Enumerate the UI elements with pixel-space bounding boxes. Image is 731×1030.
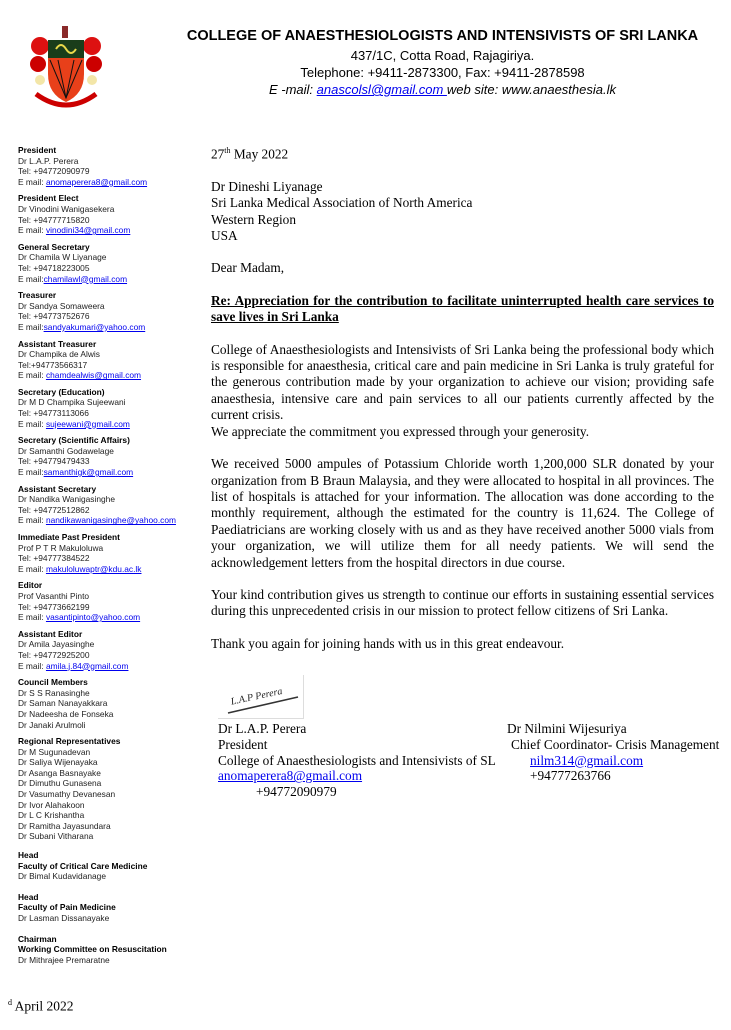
signatory-org: College of Anaesthesiologists and Intensivists of SL	[218, 752, 496, 768]
council-member-detail: Dr Saman Nanayakkara	[18, 698, 108, 709]
signatory-coordinator	[507, 721, 719, 784]
signatory-title: Chief Coordinator- Crisis Management	[511, 736, 720, 752]
council-section	[18, 193, 203, 235]
council-member-detail: Dr Saliya Wijenayaka	[18, 757, 98, 768]
council-member-detail: Tel: +94777715820	[18, 214, 90, 225]
recipient-name: Dr Dineshi Liyanage	[211, 178, 323, 194]
council-member-detail: Tel: +94772512862	[18, 504, 90, 515]
org-website: web site: www.anaesthesia.lk	[446, 82, 616, 97]
council-member-name: Prof Vasanthi Pinto	[18, 590, 90, 601]
council-email-link[interactable]: chamilawl@gmail.com	[43, 273, 128, 284]
council-email-row	[18, 177, 203, 188]
council-email-row	[18, 370, 203, 381]
letter-body	[211, 143, 714, 652]
email-label: E mail:	[18, 612, 46, 623]
council-role: Secretary (Education)	[18, 386, 105, 397]
council-role: Council Members	[18, 677, 88, 688]
council-section	[18, 629, 203, 671]
council-role: Editor	[18, 580, 43, 591]
signatory-president	[218, 721, 496, 800]
college-crest-logo	[28, 24, 104, 114]
council-email-row	[18, 661, 203, 672]
signatory-email-link[interactable]: nilm314@gmail.com	[530, 752, 644, 768]
council-member-name: Dr Amila Jayasinghe	[18, 639, 95, 650]
council-member-detail: Dr Dimuthu Gunasena	[18, 778, 102, 789]
council-member-detail: Tel: +94773752676	[18, 311, 90, 322]
council-email-row	[18, 419, 203, 430]
council-email-row	[18, 612, 203, 623]
signatory-name: Dr Nilmini Wijesuriya	[507, 721, 627, 736]
council-member-detail: Tel:+94773566317	[18, 359, 88, 370]
council-member-detail: Tel: +94777384522	[18, 553, 90, 564]
signatory-title: President	[218, 736, 268, 752]
council-member-name: Dr Nandika Wanigasinghe	[18, 494, 115, 505]
email-label: E mail:	[18, 225, 46, 236]
council-member-detail: Dr Janaki Arulmoli	[18, 719, 86, 730]
email-label: E mail:	[18, 321, 44, 332]
council-email-row	[18, 467, 203, 478]
handwritten-signature	[218, 675, 304, 719]
org-title: COLLEGE OF ANAESTHESIOLOGISTS AND INTENSIVISTS OF SRI LANKA	[186, 28, 699, 44]
council-section	[18, 484, 203, 526]
council-member-name: Dr M D Champika Sujeewani	[18, 397, 126, 408]
council-member-name: Dr Bimal Kudavidanage	[18, 871, 106, 882]
paragraph: We received 5000 ampules of Potassium Chloride worth 1,200,000 SLR donated by your organization from B Braun Malaysia, and they were allocated to hospital in all provinces. The list of hospitals is attached for your information. The allocation was done according to the monthly requirement, although the estimated for the country is 11,624. The College of Paediatricians are working closely with us and as they have received another 5000 vials from your organization, we will utilize them for all needy patients. We will send the acknowledgement letters from the hospital directors in due course.	[211, 456, 714, 570]
council-section	[18, 580, 203, 622]
council-email-row	[18, 515, 203, 526]
council-email-link[interactable]: samanthigk@gmail.com	[43, 467, 134, 478]
signatory-email-link[interactable]: anomaperera8@gmail.com	[218, 768, 363, 784]
council-member-detail: Dr L C Krishantha	[18, 810, 85, 821]
org-email-link[interactable]: anascolsl@gmail.com	[316, 82, 447, 97]
council-role: Head	[18, 891, 39, 902]
council-email-link[interactable]: anomaperera8@gmail.com	[45, 176, 148, 187]
council-member-name: Dr S S Ranasinghe	[18, 687, 90, 698]
org-address: 437/1C, Cotta Road, Rajagiriya.	[350, 48, 535, 63]
council-member-detail: Tel: +94779479433	[18, 456, 90, 467]
council-member-name: Dr Lasman Dissanayake	[18, 913, 110, 923]
council-section	[18, 242, 203, 284]
email-label: E mail:	[18, 176, 46, 187]
council-role: Faculty of Pain Medicine	[18, 902, 116, 913]
email-label: E mail:	[18, 563, 46, 574]
council-member-name: Dr Samanthi Godawelage	[18, 445, 114, 456]
svg-text:L.A.P Perera: L.A.P Perera	[229, 685, 284, 708]
council-section	[18, 850, 203, 882]
council-email-link[interactable]: vasantipinto@yahoo.com	[45, 612, 141, 623]
council-role: Head	[18, 850, 39, 861]
council-section	[18, 387, 203, 429]
recipient-org: Sri Lanka Medical Association of North America	[211, 195, 473, 211]
council-email-row	[18, 322, 203, 333]
signatory-phone: +94772090979	[256, 784, 337, 800]
org-phone: Telephone: +9411-2873300, Fax: +9411-2878598	[300, 65, 585, 80]
council-member-name: Dr Mithrajee Premaratne	[18, 954, 110, 965]
footer-date: $^d$ April 2022	[8, 998, 74, 1014]
council-member-detail: Dr Asanga Basnayake	[18, 767, 101, 778]
recipient-region: Western Region	[211, 211, 296, 227]
council-member-detail: Dr Ivor Alahakoon	[18, 799, 85, 810]
council-role: Secretary (Scientific Affairs)	[18, 435, 130, 446]
council-email-row	[18, 564, 203, 575]
council-role: General Secretary	[18, 241, 90, 252]
council-member-detail: Tel: +94773113066	[18, 408, 89, 419]
council-member-name: Dr Champika de Alwis	[18, 349, 100, 360]
paragraph: Your kind contribution gives us strength to continue our efforts in sustaining essential services during this unprecedented crisis in our mission to protect fellow citizens of Sri Lanka.	[211, 586, 714, 619]
letter-subject: Re: Appreciation for the contribution to facilitate uninterrupted health care services to save lives in Sri Lanka	[211, 292, 714, 325]
salutation: Dear Madam,	[211, 260, 285, 276]
letter-date: 27th May 2022	[211, 146, 289, 162]
council-sidebar	[18, 145, 203, 975]
council-section	[18, 145, 203, 187]
council-member-detail: Dr Nadeesha de Fonseka	[18, 708, 114, 719]
letterhead	[175, 28, 710, 98]
council-email-row	[18, 225, 203, 236]
council-section	[18, 934, 203, 966]
council-section	[18, 892, 203, 924]
council-member-detail: Tel: +94773662199	[18, 601, 90, 612]
council-role: Immediate Past President	[18, 532, 120, 542]
council-role: Regional Representatives	[18, 736, 121, 747]
council-email-row	[18, 274, 203, 285]
email-label: E mail:	[18, 467, 44, 478]
email-label: E mail:	[18, 515, 46, 526]
email-label: E mail:	[18, 370, 46, 381]
email-label: E mail:	[18, 418, 46, 429]
council-email-link[interactable]: sujeewani@gmail.com	[45, 418, 130, 429]
council-member-detail: Dr Vasumathy Devanesan	[18, 789, 116, 800]
council-email-link[interactable]: chamdealwis@gmail.com	[45, 370, 142, 381]
council-role: Working Committee on Resuscitation	[18, 944, 167, 955]
council-role: President	[18, 145, 57, 155]
council-member-name: Dr Chamila W Liyanage	[18, 252, 107, 263]
council-role: Assistant Secretary	[18, 483, 97, 494]
council-section	[18, 736, 203, 842]
council-section	[18, 435, 203, 477]
council-member-name: Dr M Sugunadevan	[18, 746, 91, 757]
recipient-block	[211, 179, 714, 245]
recipient-country: USA	[211, 228, 238, 244]
council-email-link[interactable]: makuloluwaptr@kdu.ac.lk	[45, 563, 142, 574]
council-member-name: Dr Vinodini Wanigasekera	[18, 203, 115, 214]
council-email-link[interactable]: sandyakumari@yahoo.com	[43, 321, 146, 332]
email-label: E mail:	[18, 273, 44, 284]
council-member-detail: Dr Subani Vitharana	[18, 831, 94, 842]
council-section	[18, 290, 203, 332]
council-role: Assistant Treasurer	[18, 338, 97, 349]
council-member-detail: Tel: +94772925200	[18, 649, 90, 660]
council-section	[18, 532, 203, 574]
paragraph: College of Anaesthesiologists and Intensivists of Sri Lanka being the professional body which is responsible for anaesthesia, critical care and pain medicine in Sri Lanka is truly grateful for the generous contribution made by your organization to achieve our vision; providing safe anaesthesia, intensive care and pain services to all our patients currently affected by the current crisis.	[211, 341, 714, 423]
council-member-detail: Tel: +94772090979	[18, 166, 90, 177]
council-section	[18, 677, 203, 730]
email-label: E mail:	[18, 660, 46, 671]
council-email-link[interactable]: vinodini34@gmail.com	[45, 225, 131, 236]
council-member-name: Prof P T R Makuloluwa	[18, 542, 104, 553]
council-section	[18, 339, 203, 381]
council-role: Chairman	[18, 933, 57, 944]
council-email-link[interactable]: nandikawanigasinghe@yahoo.com	[45, 515, 176, 526]
council-role: Treasurer	[18, 290, 57, 301]
council-member-detail: Tel: +94718223005	[18, 262, 90, 273]
council-member-name: Dr L.A.P. Perera	[18, 155, 79, 166]
council-role: Assistant Editor	[18, 628, 83, 639]
paragraph: We appreciate the commitment you expressed through your generosity.	[211, 423, 590, 439]
council-member-detail: Dr Ramitha Jayasundara	[18, 820, 111, 831]
signatory-phone: +94777263766	[530, 768, 611, 784]
email-label: E -mail:	[268, 82, 317, 97]
council-role: President Elect	[18, 193, 79, 204]
paragraph: Thank you again for joining hands with us in this great endeavour.	[211, 635, 565, 651]
signatory-name: Dr L.A.P. Perera	[218, 721, 307, 736]
council-role: Faculty of Critical Care Medicine	[18, 860, 148, 871]
council-member-name: Dr Sandya Somaweera	[18, 300, 105, 311]
council-email-link[interactable]: amila.j.84@gmail.com	[45, 660, 129, 671]
